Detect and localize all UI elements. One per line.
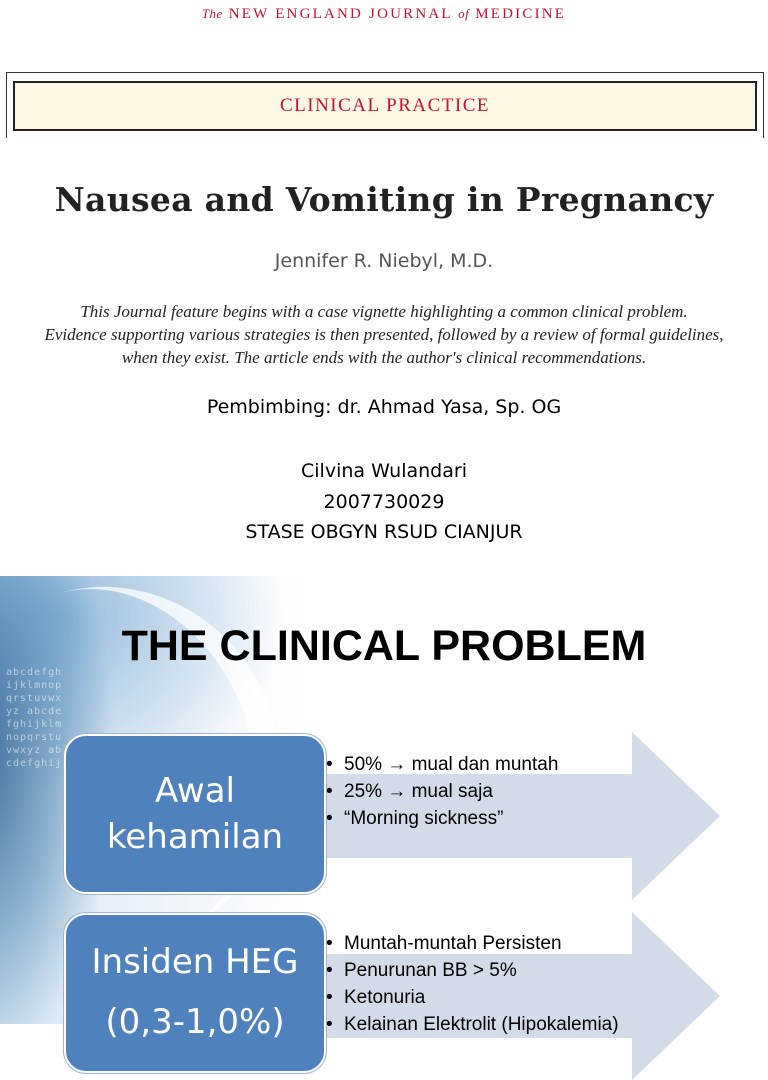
blurb-line: Evidence supporting various strategies is then presented, followed by a review of formal guidelines, [44,325,724,344]
masthead-part2: MEDICINE [475,6,567,22]
feature-blurb [30,300,738,369]
section-banner [13,81,757,131]
bullet-marker: • [326,933,333,954]
bullet-marker: • [326,960,333,981]
supervisor-line: Pembimbing: dr. Ahmad Yasa, Sp. OG [206,396,562,418]
blurb-line: This Journal feature begins with a case vignette highlighting a common clinical problem. [80,302,688,321]
blurb-line: when they exist. The article ends with the author's clinical recommendations. [121,348,647,367]
bullet-marker: • [326,1014,333,1035]
bullet-list-heg [326,930,619,1038]
bullet-marker: • [326,781,333,802]
presenter-info [0,456,768,548]
bullet-marker: • [326,754,333,775]
box-line: Insiden HEG [91,942,299,982]
bullet-text: 25% → mual saja [344,781,493,802]
bullet-text: Muntah-muntah Persisten [344,933,562,954]
bullet-item [326,1011,619,1038]
masthead-of: of [458,6,470,21]
bullet-text: “Morning sickness” [344,808,504,829]
slide-title: THE CLINICAL PROBLEM [121,622,647,670]
bullet-text: 50% → mual dan muntah [344,754,559,775]
journal-masthead [0,6,768,23]
section-label: CLINICAL PRACTICE [279,95,491,116]
bullet-text: Penurunan BB > 5% [344,960,517,981]
article-title: Nausea and Vomiting in Pregnancy [54,180,714,219]
clinical-problem-slide [0,576,768,1042]
background-decoration: abcdefgh ijklmnop qrstuvwx yz abcde fghijklm nopqrstu vwxyz ab cdefghij [6,667,63,769]
bullet-text: Ketonuria [344,987,426,1008]
article-author: Jennifer R. Niebyl, M.D. [274,250,494,272]
bullet-marker: • [326,987,333,1008]
box-line: kehamilan [106,817,284,857]
bullet-item [326,984,619,1011]
bullet-marker: • [326,808,333,829]
box-line: (0,3-1,0%) [105,1002,285,1042]
presenter-name: Cilvina Wulandari [301,460,467,482]
masthead-the: The [201,6,223,21]
topic-box-heg-incidence [64,913,326,1073]
bullet-item [326,805,558,832]
rotation-label: STASE OBGYN RSUD CIANJUR [245,521,523,543]
bullet-item [326,930,619,957]
presenter-id: 2007730029 [323,490,445,513]
bullet-list-early-pregnancy [326,751,558,832]
bullet-item [326,957,619,984]
masthead-part1: NEW ENGLAND JOURNAL [228,6,453,22]
bullet-item [326,778,558,805]
bullet-text: Kelainan Elektrolit (Hipokalemia) [344,1014,619,1035]
box-line: Awal [155,771,235,811]
bullet-item [326,751,558,778]
topic-box-early-pregnancy [64,734,326,894]
